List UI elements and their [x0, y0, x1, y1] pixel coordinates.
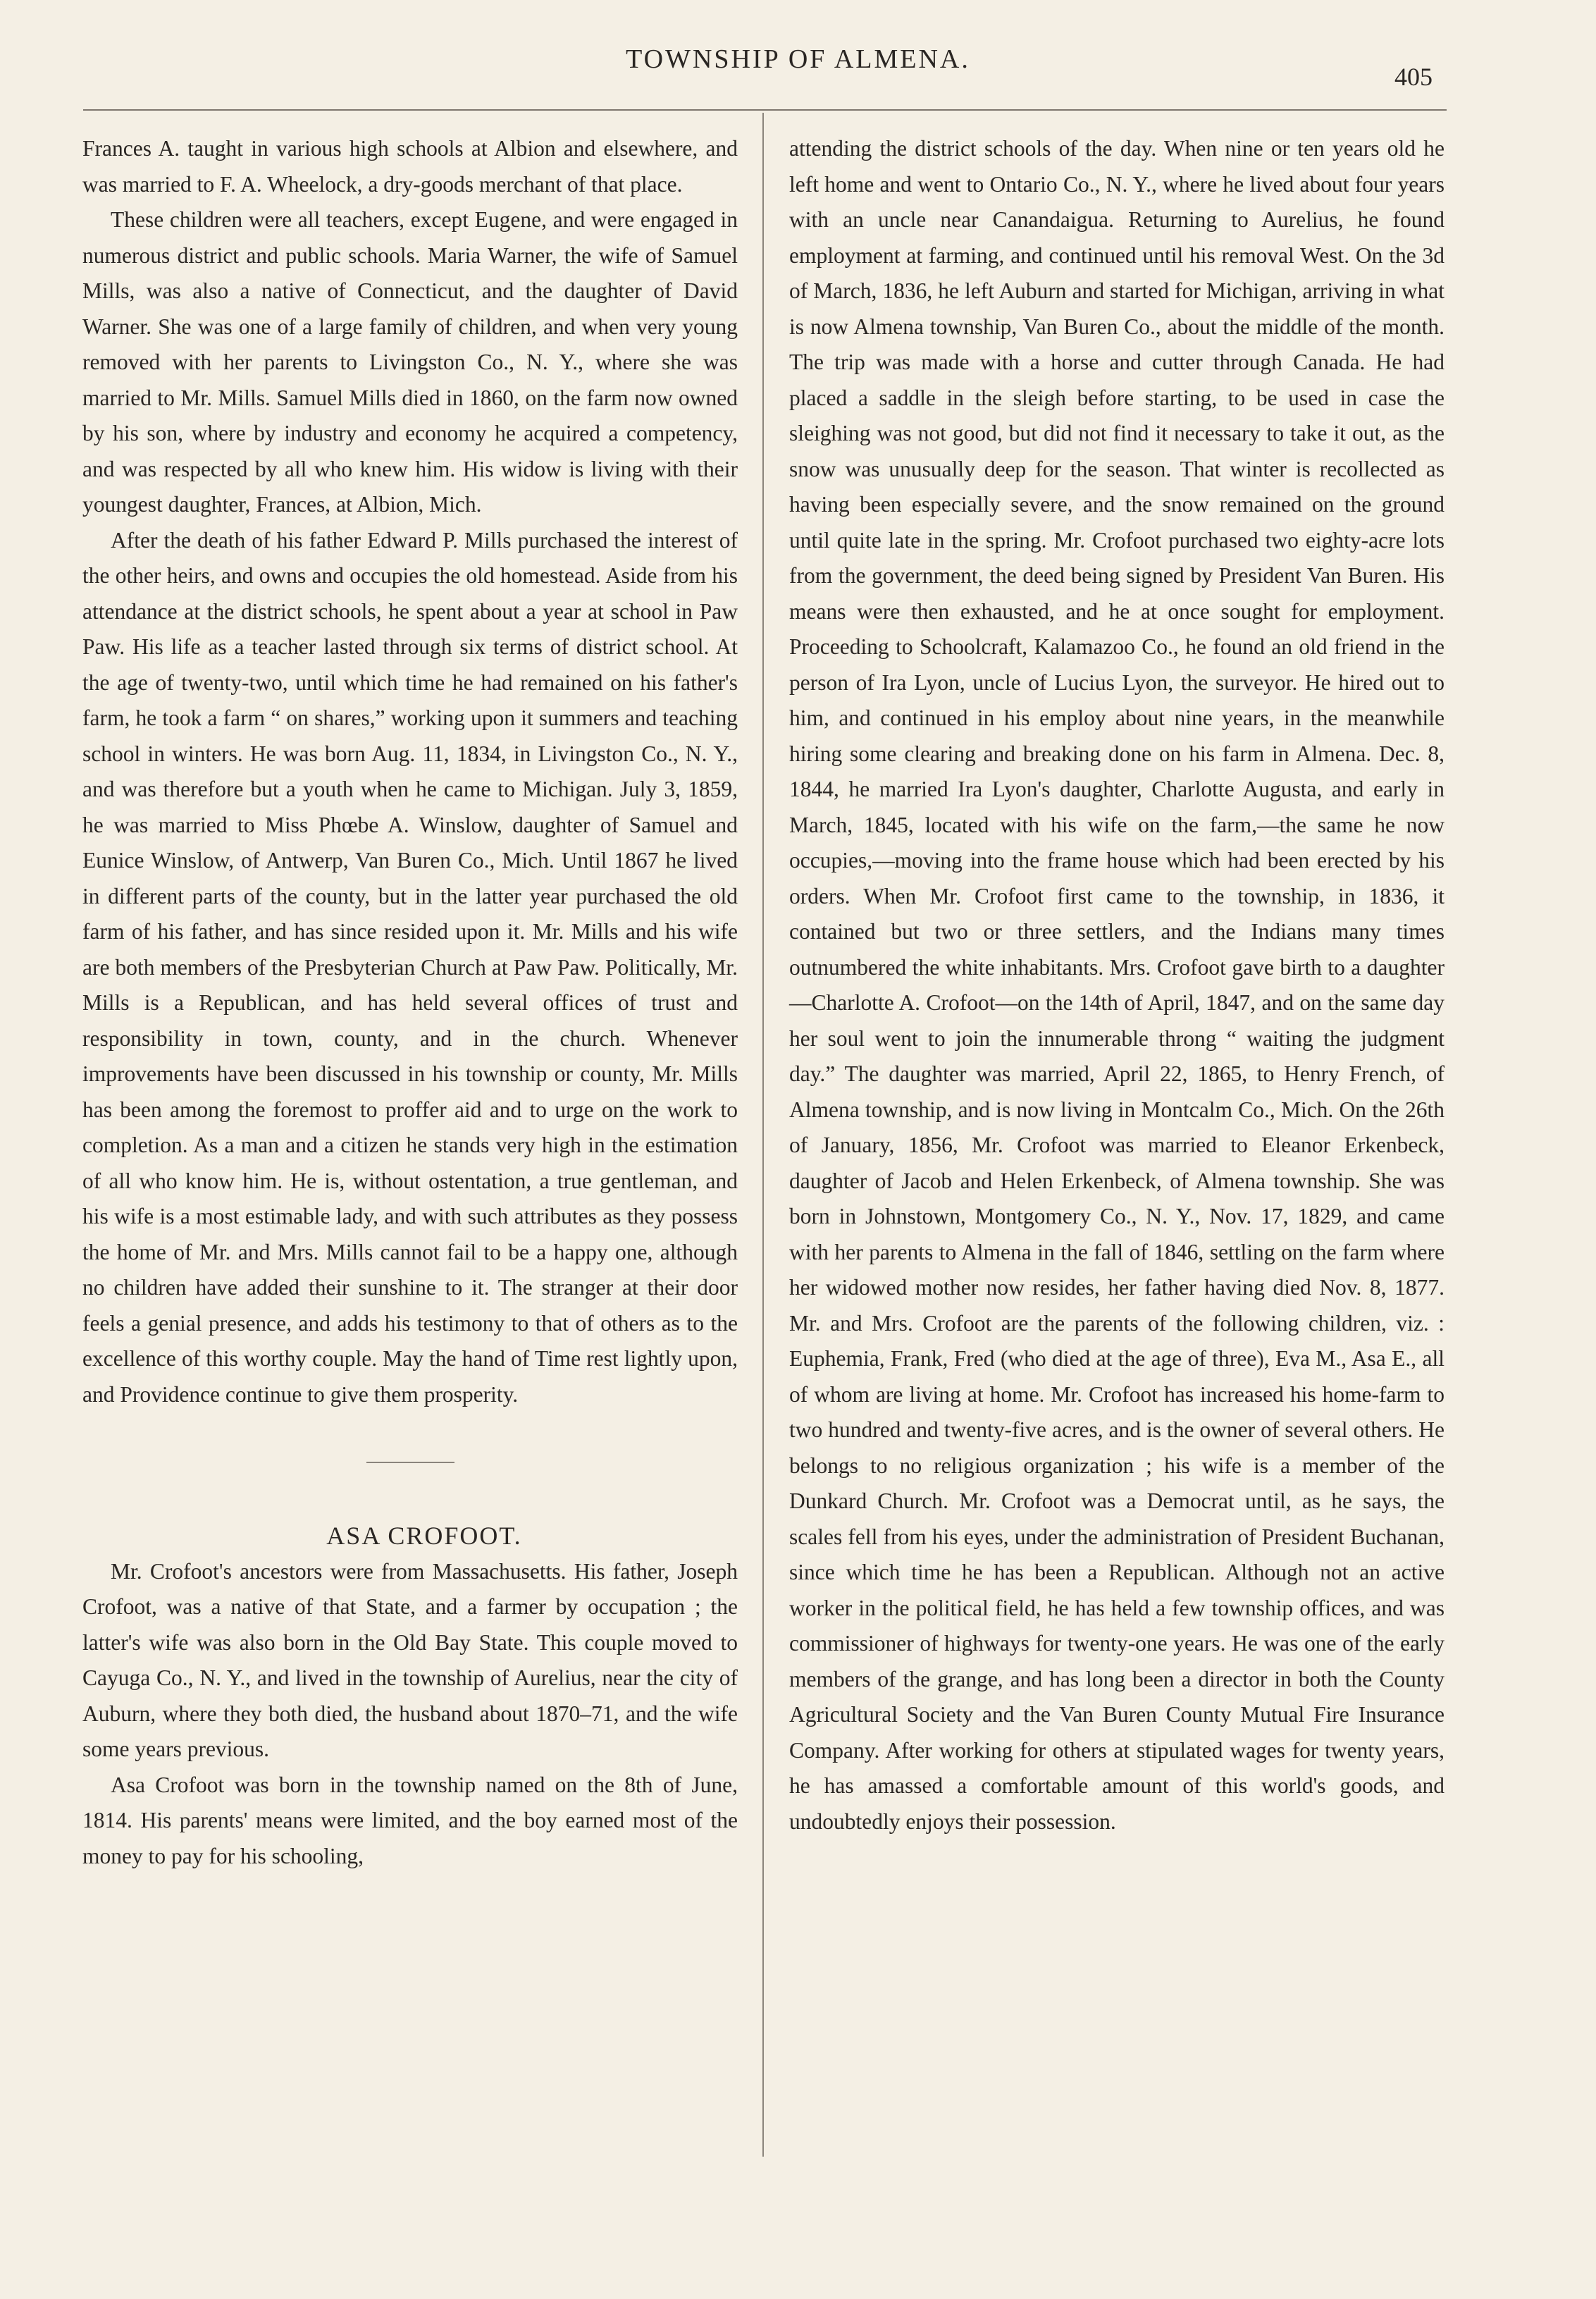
- column-divider: [762, 113, 764, 2157]
- header-rule: [83, 109, 1447, 111]
- paragraph: These children were all teachers, except Eugene, and were engaged in numerous district and public schools. Maria Warner, the wife of Samuel Mills, was also a native of Connecticut, and the daughter of David Warner. She was one of a large family of children, and when very young removed with her parents to Livingston Co., N. Y., where she was married to Mr. Mills. Samuel Mills died in 1860, on the farm now owned by his son, where by industry and economy he acquired a competency, and was respected by all who knew him. His widow is living with their youngest daughter, Frances, at Albion, Mich.: [82, 207, 738, 517]
- paragraph: Mr. Crofoot's ancestors were from Massachusetts. His father, Joseph Crofoot, was a native of that State, and a farmer by occupation ; the latter's wife was also born in the Old Bay State. This couple moved to Cayuga Co., N. Y., and lived in the township of Aurelius, near the city of Auburn, where they both died, the husband about 1870–71, and the wife some years previous.: [82, 1558, 738, 1761]
- right-column: [789, 131, 1445, 1839]
- paragraph: After the death of his father Edward P. Mills purchased the interest of the other heirs, and owns and occupies the old homestead. Aside from his attendance at the district schools, he spent about a year at school in Paw Paw. His life as a teacher lasted through six terms of district school. At the age of twenty-two, until which time he had remained on his father's farm, he took a farm “ on shares,” working upon it summers and teaching school in winters. He was born Aug. 11, 1834, in Livingston Co., N. Y., and was therefore but a youth when he came to Michigan. July 3, 1859, he was married to Miss Phœbe A. Winslow, daughter of Samuel and Eunice Winslow, of Antwerp, Van Buren Co., Mich. Until 1867 he lived in different parts of the county, but in the latter year purchased the old farm of his father, and has since resided upon it. Mr. Mills and his wife are both members of the Presbyterian Church at Paw Paw. Politically, Mr. Mills is a Republican, and has held several offices of trust and responsibility in town, county, and in the church. Whenever improvements have been discussed in his township or county, Mr. Mills has been among the foremost to proffer aid and to urge on the work to completion. As a man and a citizen he stands very high in the estimation of all who know him. He is, without ostentation, a true gentleman, and his wife is a most estimable lady, and with such attributes as they possess the home of Mr. and Mrs. Mills cannot fail to be a happy one, although no children have added their sunshine to it. The stranger at their door feels a genial presence, and adds his testimony to that of others as to the excellence of this worthy couple. May the hand of Time rest lightly upon, and Providence continue to give them prosperity.: [82, 527, 738, 1407]
- running-title: TOWNSHIP OF ALMENA.: [626, 44, 970, 74]
- left-column: [82, 131, 738, 1874]
- page-number: 405: [1394, 63, 1433, 91]
- paragraph: attending the district schools of the day. When nine or ten years old he left home and went to Ontario Co., N. Y., where he lived about four years with an uncle near Canandaigua. Returning to Aurelius, he found employment at farming, and continued until his removal West. On the 3d of March, 1836, he left Auburn and started for Michigan, arriving in what is now Almena township, Van Buren Co., about the middle of the month. The trip was made with a horse and cutter through Canada. He had placed a saddle in the sleigh before starting, to be used in case the sleighing was not good, but did not find it necessary to take it out, as the snow was unusually deep for the season. That winter is recollected as having been especially severe, and the snow remained on the ground until quite late in the spring. Mr. Crofoot purchased two eighty-acre lots from the government, the deed being signed by President Van Buren. His means were then exhausted, and he at once sought for employment. Proceeding to Schoolcraft, Kalamazoo Co., he found an old friend in the person of Ira Lyon, uncle of Lucius Lyon, the surveyor. He hired out to him, and continued in his employ about nine years, in the meanwhile hiring some clearing and breaking done on his farm in Almena. Dec. 8, 1844, he married Ira Lyon's daughter, Charlotte Augusta, and early in March, 1845, located with his wife on the farm,—the same he now occupies,—moving into the frame house which had been erected by his orders. When Mr. Crofoot first came to the township, in 1836, it contained but two or three settlers, and the Indians many times outnumbered the white inhabitants. Mrs. Crofoot gave birth to a daughter —Charlotte A. Crofoot—on the 14th of April, 1847, and on the same day her soul went to join the innumerable throng “ waiting the judgment day.” The daughter was married, April 22, 1865, to Henry French, of Almena township, and is now living in Montcalm Co., Mich. On the 26th of January, 1856, Mr. Crofoot was married to Eleanor Erkenbeck, daughter of Jacob and Helen Erkenbeck, of Almena township. She was born in Johnstown, Montgomery Co., N. Y., Nov. 17, 1829, and came with her parents to Almena in the fall of 1846, settling on the farm where her widowed mother now resides, her father having died Nov. 8, 1877. Mr. and Mrs. Crofoot are the parents of the following children, viz. : Euphemia, Frank, Fred (who died at the age of three), Eva M., Asa E., all of whom are living at home. Mr. Crofoot has increased his home-farm to two hundred and twenty-five acres, and is the owner of several others. He belongs to no religious organization ; his wife is a member of the Dunkard Church. Mr. Crofoot was a Democrat until, as he says, the scales fell from his eyes, under the administration of President Buchanan, since which time he has been a Republican. Although not an active worker in the political field, he has held a few township offices, and was commissioner of highways for twenty-one years. He was one of the early members of the grange, and has long been a director in both the County Agricultural Society and the Van Buren County Mutual Fire Insurance Company. After working for others at stipulated wages for twenty years, he has amassed a comfortable amount of this world's goods, and undoubtedly enjoys their possession.: [789, 136, 1445, 1834]
- paragraph: Asa Crofoot was born in the township named on the 8th of June, 1814. His parents' means were limited, and the boy earned most of the money to pay for his schooling,: [82, 1772, 738, 1868]
- page-header: [0, 44, 1596, 93]
- paragraph: Frances A. taught in various high schools at Albion and elsewhere, and was married to F. A. Wheelock, a dry-goods merchant of that place.: [82, 136, 738, 197]
- section-heading: ASA CROFOOT.: [326, 1522, 522, 1550]
- section-rule: [366, 1462, 454, 1463]
